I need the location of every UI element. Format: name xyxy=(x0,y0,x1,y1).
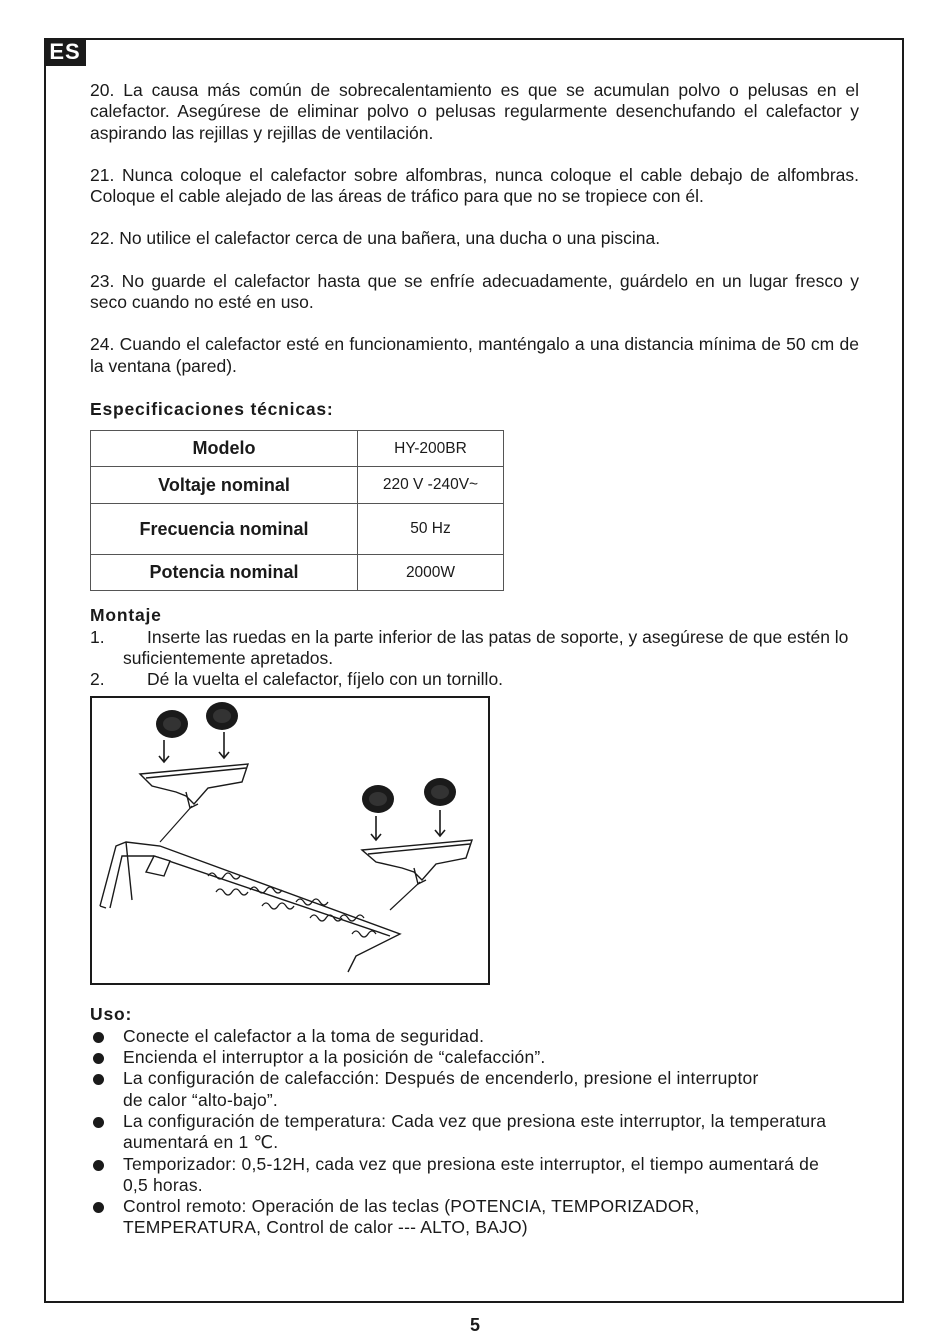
bullet-icon xyxy=(93,1053,104,1064)
montaje-step xyxy=(90,669,859,690)
table-row xyxy=(91,555,504,591)
paragraph-22: 22. No utilice el calefactor cerca de una bañera, una ducha o una piscina. xyxy=(90,228,661,249)
wheel-icon xyxy=(424,778,456,806)
bullet-icon xyxy=(93,1117,104,1128)
table-row xyxy=(91,467,504,504)
assembly-illustration xyxy=(90,696,490,985)
wheel-icon xyxy=(156,710,188,738)
step-number: 2. xyxy=(90,669,105,690)
uso-heading: Uso: xyxy=(90,1004,133,1025)
bullet-icon xyxy=(93,1160,104,1171)
list-item-text: La configuración de calefacción: Después de encenderlo, presione el interruptor de calor “alto-bajo”. xyxy=(123,1068,759,1110)
list-item-text: La configuración de temperatura: Cada vez que presiona este interruptor, la temperatura aumentará en 1 ℃. xyxy=(123,1110,827,1153)
list-item xyxy=(90,1026,859,1047)
page-number: 5 xyxy=(469,1315,480,1335)
paragraph-20: 20. La causa más común de sobrecalentamiento es que se acumulan polvo o pelusas en el calefactor. Asegúrese de eliminar polvo o pelusas regularmente desenchufando el calefactor y aspirando las rejillas y rejillas de ventilación. xyxy=(90,80,859,143)
spec-value: 50 Hz xyxy=(358,504,504,555)
list-item-text: Control remoto: Operación de las teclas (POTENCIA, TEMPORIZADOR, TEMPERATURA, Control de calor --- ALTO, BAJO) xyxy=(123,1196,700,1238)
paragraph-23: 23. No guarde el calefactor hasta que se enfríe adecuadamente, guárdelo en un lugar fresco y seco cuando no esté en uso. xyxy=(90,270,859,313)
language-tag: ES xyxy=(44,38,86,66)
wheel-icon xyxy=(362,785,394,813)
list-item-text: Temporizador: 0,5-12H, cada vez que presiona este interruptor, el tiempo aumentará de 0,5 horas. xyxy=(123,1153,819,1195)
bullet-icon xyxy=(93,1032,104,1043)
list-item xyxy=(90,1111,859,1154)
spec-label: Potencia nominal xyxy=(91,555,358,591)
bullet-icon xyxy=(93,1202,104,1213)
list-item-text: Encienda el interruptor a la posición de “calefacción”. xyxy=(123,1047,546,1068)
page-content xyxy=(90,80,859,1239)
list-item xyxy=(90,1154,859,1197)
spec-label: Frecuencia nominal xyxy=(91,504,358,555)
spec-value: HY-200BR xyxy=(358,431,504,467)
table-row xyxy=(91,504,504,555)
montaje-heading: Montaje xyxy=(90,605,162,626)
list-item-text: Conecte el calefactor a la toma de seguridad. xyxy=(123,1025,485,1046)
step-number: 1. xyxy=(90,626,105,647)
spec-label: Modelo xyxy=(91,431,358,467)
paragraph-24: 24. Cuando el calefactor esté en funcionamiento, manténgalo a una distancia mínima de 50 cm de la ventana (pared). xyxy=(90,334,859,376)
paragraph-21: 21. Nunca coloque el calefactor sobre alfombras, nunca coloque el cable debajo de alfombras. Coloque el cable alejado de las áreas de tráfico para que no se tropiece con él. xyxy=(90,164,859,207)
spec-value: 220 V -240V~ xyxy=(358,467,504,504)
specs-table xyxy=(90,430,504,591)
list-item xyxy=(90,1047,859,1068)
specs-heading: Especificaciones técnicas: xyxy=(90,398,334,419)
list-item xyxy=(90,1068,859,1111)
uso-section xyxy=(90,1004,859,1238)
table-row xyxy=(91,431,504,467)
step-text: Dé la vuelta el calefactor, fíjelo con un tornillo. xyxy=(147,669,504,690)
montaje-step xyxy=(90,627,859,670)
spec-label: Voltaje nominal xyxy=(91,467,358,504)
wheel-icon xyxy=(206,702,238,730)
step-text: Inserte las ruedas en la parte inferior de las patas de soporte, y asegúrese de que estén lo suficientemente apretados. xyxy=(123,626,849,668)
spec-value: 2000W xyxy=(358,555,504,591)
list-item xyxy=(90,1196,859,1239)
bullet-icon xyxy=(93,1074,104,1085)
